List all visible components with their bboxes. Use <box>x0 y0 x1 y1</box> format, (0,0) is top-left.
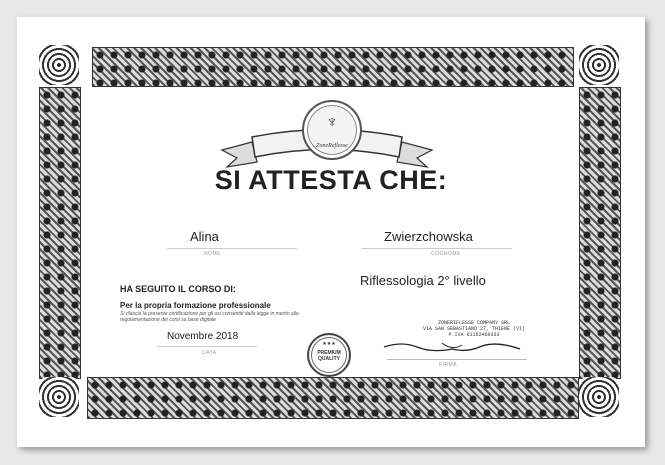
course-heading: HA SEGUITO IL CORSO DI: <box>120 284 236 294</box>
last-name-rule <box>362 248 512 249</box>
company-block <box>419 320 529 338</box>
logo-text: ZoneReflesse <box>316 143 348 149</box>
date-rule <box>157 346 257 347</box>
signature-icon <box>382 337 522 357</box>
signature-rule <box>387 359 527 360</box>
ornamental-border-right <box>579 87 621 379</box>
ornamental-corner-icon <box>39 45 79 85</box>
signature-caption: FIRMA <box>439 362 458 368</box>
premium-quality-text: PREMIUM QUALITY <box>317 350 341 362</box>
first-name-caption: NOME <box>204 251 221 257</box>
fine-print: Si rilascia la presente certificazione per gli usi consentiti dalla legge in merito alla regolamentazione dei corsi su base digitale <box>120 311 299 323</box>
certificate-headline: SI ATTESTA CHE: <box>214 165 448 195</box>
ornamental-corner-icon <box>579 377 619 417</box>
date-value: Novembre 2018 <box>167 331 239 342</box>
certificate-sheet <box>17 17 645 447</box>
company-address: VIA SAN SEBASTIANO 27, THIENE (VI) <box>422 326 526 332</box>
last-name-value: Zwierzchowska <box>384 229 473 244</box>
course-purpose: Per la propria formazione professionale <box>120 301 271 310</box>
stars-icon: ★★★ <box>322 341 336 347</box>
course-name-value: Riflessologia 2° livello <box>360 273 486 288</box>
first-name-value: Alina <box>190 229 219 244</box>
first-name-rule <box>167 248 297 249</box>
logo-figure-icon: ♆ <box>326 114 338 131</box>
logo-seal-icon <box>302 100 362 160</box>
ornamental-border-bottom <box>87 377 579 419</box>
company-name: ZONERIFLESSE COMPANY SRL <box>437 320 510 326</box>
company-vat: P.IVA 01162460333 <box>448 332 500 338</box>
last-name-caption: COGNOME <box>431 251 461 257</box>
ornamental-corner-icon <box>39 377 79 417</box>
date-caption: DATA <box>202 350 217 356</box>
ornamental-border-top <box>92 47 574 87</box>
ornamental-corner-icon <box>579 45 619 85</box>
premium-quality-seal-icon <box>307 333 351 377</box>
ornamental-border-left <box>39 87 81 379</box>
